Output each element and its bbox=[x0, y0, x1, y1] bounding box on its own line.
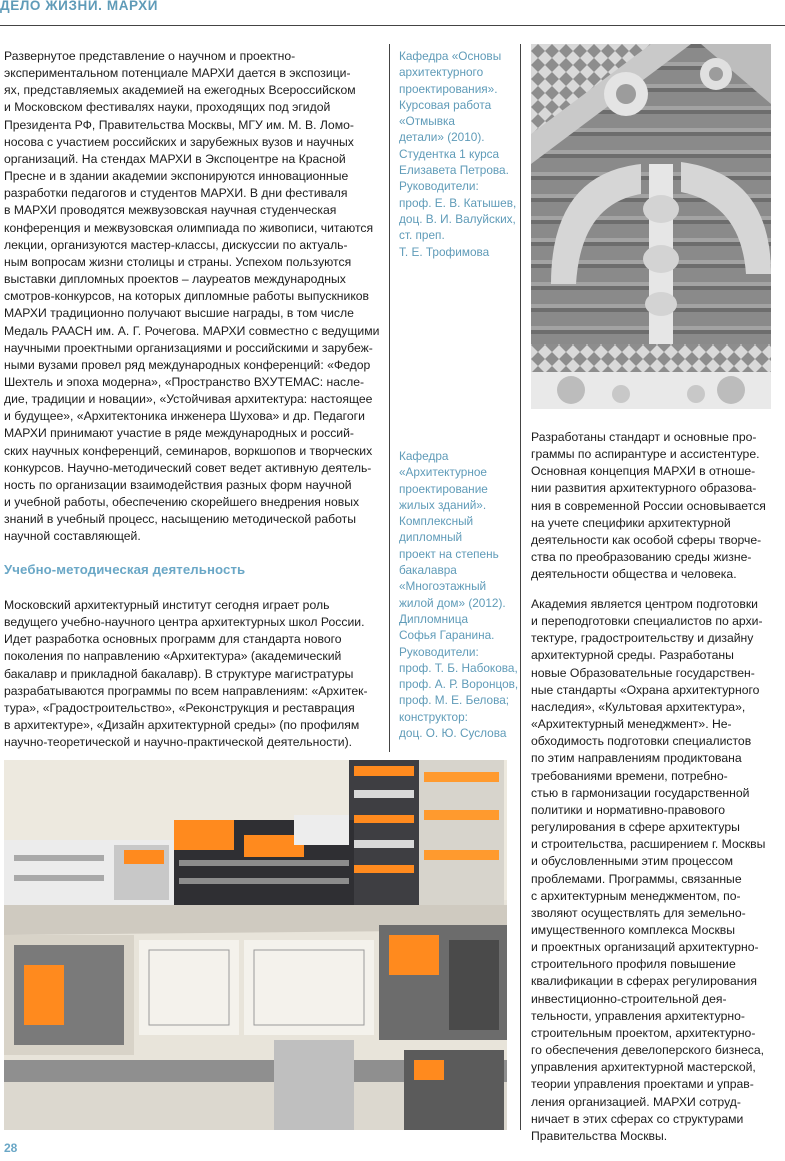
text-line: и будущее», «Архитектоника инженера Шухова» и др. Педагоги bbox=[4, 409, 365, 424]
caption-detail-drawing bbox=[399, 48, 516, 260]
text-line: экспериментальном потенциале МАРХИ дается в экспозици- bbox=[4, 66, 351, 81]
text-line: Правительства Москвы. bbox=[531, 1128, 668, 1143]
text-line: Московский архитектурный институт сегодня играет роль bbox=[4, 598, 330, 612]
text-line: и обусловленными этим процессом bbox=[531, 854, 734, 869]
text-line: и проектных организаций архитектурно- bbox=[531, 940, 759, 955]
text-line: Елизавета Петрова. bbox=[399, 163, 509, 178]
page-number: 28 bbox=[4, 1141, 18, 1155]
intro-paragraph bbox=[4, 48, 384, 546]
text-line: ст. преп. bbox=[399, 228, 445, 243]
text-line: обходимость подготовки специалистов bbox=[531, 734, 752, 749]
text-line: на учете специфики архитектурной bbox=[531, 515, 731, 530]
text-line: детали» (2010). bbox=[399, 130, 485, 145]
text-line: ства по преобразованию среды жизне- bbox=[531, 550, 752, 565]
text-line: новые Образовательные государствен- bbox=[531, 665, 755, 680]
text-line: «Архитектурное bbox=[399, 465, 487, 480]
text-line: «Отмывка bbox=[399, 114, 455, 129]
text-line: Кафедра bbox=[399, 449, 449, 463]
text-line: ях, представляемых академией на ежегодных Всероссийском bbox=[4, 83, 356, 98]
text-line: проблемами. Программы, связанные bbox=[531, 871, 742, 886]
page-header bbox=[0, 0, 785, 28]
text-line: дие, традиции и новации», «Устойчивая архитектура: настоящее bbox=[4, 392, 373, 407]
text-line: тура», «Градостроительство», «Реконструкция и реставрация bbox=[4, 700, 355, 715]
text-line: жилых зданий». bbox=[399, 497, 487, 512]
text-line: проф. М. Е. Белова; bbox=[399, 693, 510, 708]
text-line: ничает в этих сферах со структурами bbox=[531, 1111, 744, 1126]
text-line: Руководители: bbox=[399, 179, 479, 194]
text-line: поколения по направлению «Архитектура» (академический bbox=[4, 649, 342, 664]
text-line: конкурсов. Научно-методический совет ведет активную деятель- bbox=[4, 460, 372, 475]
text-line: политики и нормативно-правового bbox=[531, 802, 726, 817]
text-line: инвестиционно-строительной дея- bbox=[531, 991, 727, 1006]
text-line: ными вузами провел ряд международных конференций: «Федор bbox=[4, 357, 371, 372]
text-line: дипломный bbox=[399, 530, 463, 545]
text-line: жилой дом» (2012). bbox=[399, 595, 506, 610]
text-line: деятельности общества и человека. bbox=[531, 567, 737, 582]
text-line: строительного профиля повышение bbox=[531, 957, 736, 972]
text-line: Медаль РААСН им. А. Г. Рочегова. МАРХИ совместно с ведущими bbox=[4, 323, 380, 338]
text-line: го обеспечения девелоперского бизнеса, bbox=[531, 1043, 765, 1058]
text-line: по этим направлениям продиктована bbox=[531, 751, 742, 766]
text-line: Разработаны стандарт и основные про- bbox=[531, 430, 757, 444]
text-line: квалификации в сферах регулирования bbox=[531, 974, 757, 989]
text-line: Пресне и в здании академии экспонируются инновационные bbox=[4, 169, 349, 184]
text-line: Академия является центром подготовки bbox=[531, 597, 758, 611]
text-line: Курсовая работа bbox=[399, 97, 492, 112]
text-line: требованиями времени, потребно- bbox=[531, 768, 728, 783]
right-paragraph-academy bbox=[531, 596, 781, 1145]
text-line: знаний в учебный процесс, насыщению методической работы bbox=[4, 512, 356, 527]
text-line: проектирования». bbox=[399, 81, 498, 96]
text-line: Т. Е. Трофимова bbox=[399, 244, 490, 259]
text-line: доц. В. И. Валуйских, bbox=[399, 211, 516, 226]
section-heading: Учебно-методическая деятельность bbox=[4, 562, 246, 577]
text-line: Руководители: bbox=[399, 644, 479, 659]
text-line: ведущего учебно-научного центра архитектурных школ России. bbox=[4, 615, 365, 630]
text-line: ления организацией. МАРХИ сотруд- bbox=[531, 1094, 741, 1109]
text-line: конструктор: bbox=[399, 709, 468, 724]
right-paragraph-standards bbox=[531, 429, 781, 583]
text-line: ные стандарты «Охрана архитектурного bbox=[531, 682, 760, 697]
caption-diploma-project bbox=[399, 448, 518, 741]
text-line: бакалавр и прикладной бакалавр). В структуре магистратуры bbox=[4, 666, 354, 681]
header-rule bbox=[0, 25, 785, 26]
text-line: с архитектурным менеджментом, по- bbox=[531, 888, 741, 903]
text-line: Развернутое представление о научном и проектно- bbox=[4, 49, 296, 63]
section-paragraph bbox=[4, 597, 384, 751]
text-line: Кафедра «Основы bbox=[399, 49, 502, 63]
text-line: Дипломница bbox=[399, 611, 469, 626]
column-rule-right bbox=[520, 44, 521, 1130]
text-line: Основная концепция МАРХИ в отноше- bbox=[531, 464, 756, 479]
text-line: смотров-конкурсов, на которых дипломные работы выпускников bbox=[4, 289, 370, 304]
text-line: Комплексный bbox=[399, 514, 474, 529]
photo-wooden-ornament-drawing bbox=[531, 44, 771, 409]
text-line: теории управления проектами и управ- bbox=[531, 1077, 754, 1092]
text-line: в МАРХИ проводятся межвузовская научная студенческая bbox=[4, 203, 337, 218]
text-line: «Архитектурный менеджмент». Не- bbox=[531, 717, 732, 732]
text-line: деятельности как особой сферы творче- bbox=[531, 532, 762, 547]
text-line: тектуре, градостроительству и дизайну bbox=[531, 631, 754, 646]
text-line: научной составляющей. bbox=[4, 529, 141, 544]
column-rule-left bbox=[389, 44, 390, 752]
text-line: и переподготовки специалистов по архи- bbox=[531, 614, 763, 629]
text-line: Софья Гаранина. bbox=[399, 628, 495, 643]
text-line: проф. Т. Б. Набокова, bbox=[399, 660, 518, 675]
text-line: имущественного комплекса Москвы bbox=[531, 922, 736, 937]
text-line: тельности, управления архитектурно- bbox=[531, 1008, 745, 1023]
text-line: Президента РФ, Правительства Москвы, МГУ им. М. В. Ломо- bbox=[4, 117, 354, 132]
text-line: МАРХИ традиционно получают высшие награды, в том числе bbox=[4, 306, 354, 321]
text-line: конференция и межвузовская олимпиада по живописи, читаются bbox=[4, 220, 374, 235]
text-line: зволяют осуществлять для земельно- bbox=[531, 905, 746, 920]
text-line: стью в гармонизации государственной bbox=[531, 785, 750, 800]
text-line: доц. О. Ю. Суслова bbox=[399, 726, 507, 741]
text-line: организаций. На стендах МАРХИ в Экспоцентре на Красной bbox=[4, 151, 346, 166]
text-line: в архитектуре», «Дизайн архитектурной среды» (по профилям bbox=[4, 718, 360, 733]
text-line: проф. А. Р. Воронцов, bbox=[399, 677, 519, 692]
text-line: научно-теоретической и научно-практической деятельности). bbox=[4, 735, 353, 750]
text-line: разработки педагогов и студентов МАРХИ. В дни фестиваля bbox=[4, 186, 348, 201]
text-line: и строительства, расширением г. Москвы bbox=[531, 837, 766, 852]
text-line: Шехтель и эпоха модерна», «Пространство ВХУТЕМАС: насле- bbox=[4, 374, 365, 389]
text-line: носова с участием российских и зарубежных вузов и научных bbox=[4, 134, 354, 149]
text-line: регулирования в сфере архитектуры bbox=[531, 820, 740, 835]
text-line: нии развития архитектурного образова- bbox=[531, 481, 757, 496]
text-line: МАРХИ принимают участие в ряде международных и россий- bbox=[4, 426, 354, 441]
text-line: ность по организации взаимодействия разных форм научной bbox=[4, 477, 352, 492]
text-line: лекции, организуются мастер-классы, дискуссии по актуаль- bbox=[4, 237, 348, 252]
text-line: Студентка 1 курса bbox=[399, 146, 500, 161]
text-line: и учебной работы, обеспечению скорейшего внедрения новых bbox=[4, 495, 360, 510]
text-line: бакалавра bbox=[399, 563, 457, 578]
text-line: ным вопросам жизни столицы и страны. Успехом пользуются bbox=[4, 254, 352, 269]
text-line: граммы по аспирантуре и ассистентуре. bbox=[531, 447, 760, 462]
photo-residential-diploma-board bbox=[4, 760, 507, 1130]
text-line: Идет разработка основных программ для стандарта нового bbox=[4, 632, 342, 647]
text-line: строительным проектом, архитектурно- bbox=[531, 1025, 756, 1040]
text-line: наследия», «Культовая архитектура», bbox=[531, 699, 746, 714]
text-line: проф. Е. В. Катышев, bbox=[399, 195, 517, 210]
text-line: разрабатываются программы по всем направлениям: «Архитек- bbox=[4, 683, 368, 698]
text-line: архитектурной среды. Разработаны bbox=[531, 648, 734, 663]
running-title: ДЕЛО ЖИЗНИ. МАРХИ bbox=[0, 0, 159, 13]
text-line: выставки дипломных проектов – лауреатов международных bbox=[4, 272, 346, 287]
text-line: архитектурного bbox=[399, 65, 484, 80]
text-line: ских научных конференций, семинаров, воркшопов и творческих bbox=[4, 443, 373, 458]
residential-building-board bbox=[4, 760, 507, 1130]
text-line: проектирование bbox=[399, 481, 488, 496]
text-line: ния в современной России основывается bbox=[531, 498, 766, 513]
text-line: «Многоэтажный bbox=[399, 579, 487, 594]
text-line: научными проектными организациями и российскими и зарубеж- bbox=[4, 340, 373, 355]
wooden-ornament-illustration bbox=[531, 44, 771, 409]
text-line: проект на степень bbox=[399, 546, 499, 561]
text-line: управления архитектурной мастерской, bbox=[531, 1060, 756, 1075]
text-line: и Московском фестивалях науки, проходящих под эгидой bbox=[4, 100, 331, 115]
